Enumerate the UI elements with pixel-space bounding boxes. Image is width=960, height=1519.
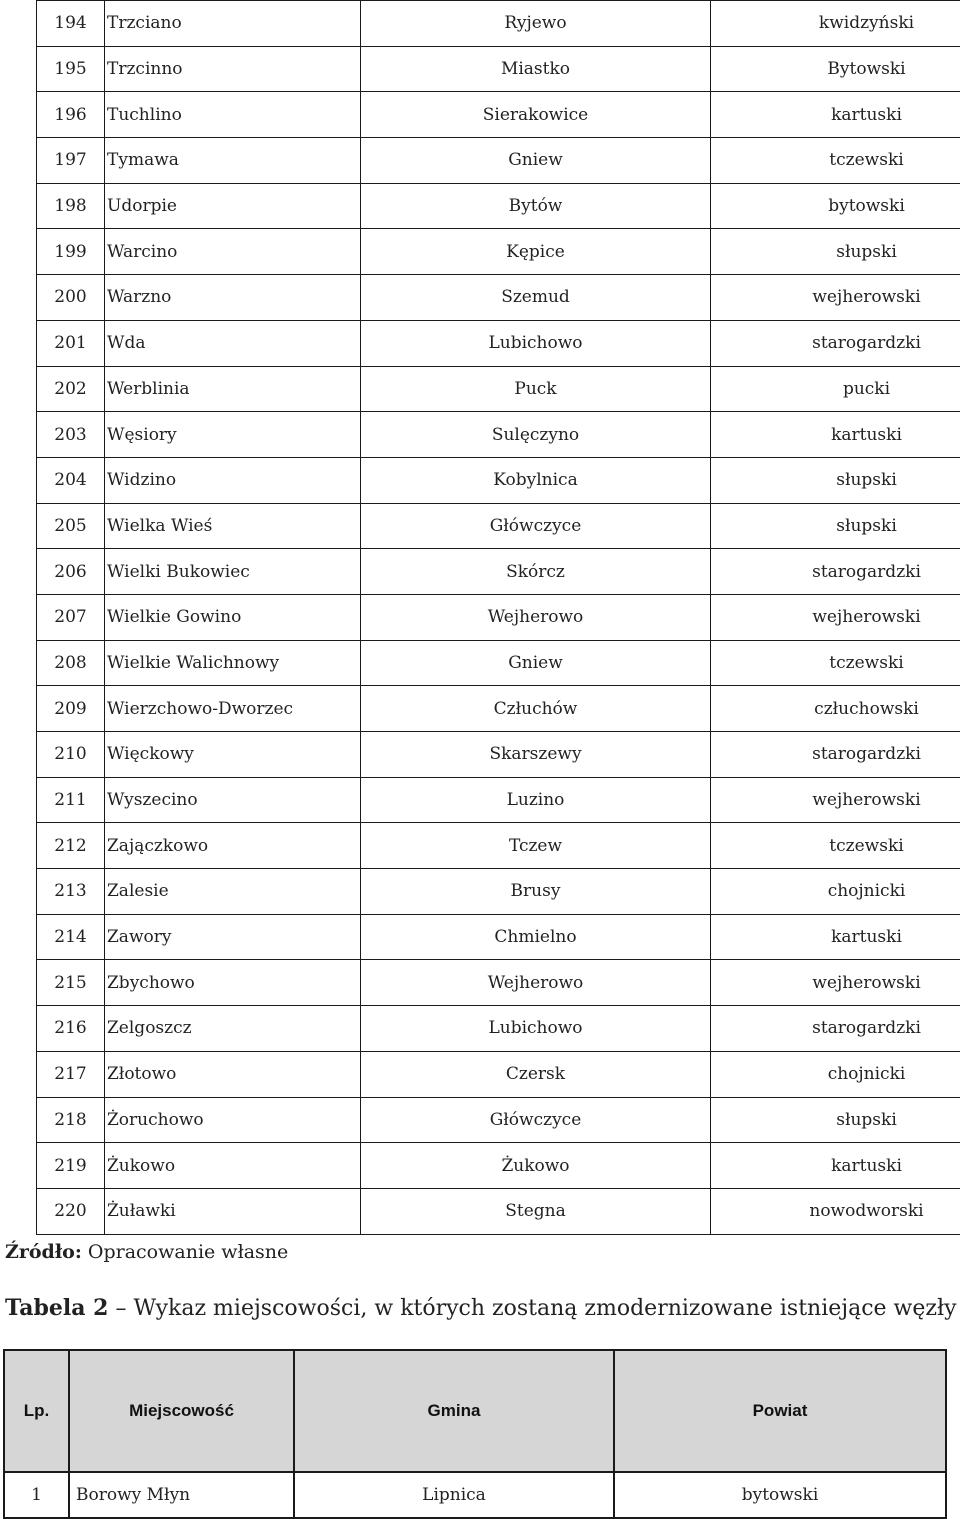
commune-name: Skarszewy	[361, 732, 711, 778]
commune-name: Lubichowo	[361, 320, 711, 366]
county-name: kartuski	[711, 914, 960, 960]
locality-name: Złotowo	[105, 1051, 361, 1097]
table-source-note	[5, 1241, 288, 1263]
table-row	[37, 960, 960, 1006]
row-number: 218	[37, 1097, 105, 1143]
locality-name: Zelgoszcz	[105, 1006, 361, 1052]
commune-name: Kobylnica	[361, 457, 711, 503]
commune-name: Puck	[361, 366, 711, 412]
caption-text: – Wykaz miejscowości, w których zostaną zmodernizowane istniejące węzły	[108, 1296, 957, 1321]
table-row	[37, 914, 960, 960]
table-row	[37, 869, 960, 915]
table-row	[37, 640, 960, 686]
county-name: nowodworski	[711, 1188, 960, 1234]
row-number: 208	[37, 640, 105, 686]
header-powiat: Powiat	[614, 1350, 946, 1472]
locality-name: Wielkie Walichnowy	[105, 640, 361, 686]
table-caption	[5, 1295, 957, 1321]
locality-name: Zbychowo	[105, 960, 361, 1006]
locality-name: Zalesie	[105, 869, 361, 915]
row-number: 213	[37, 869, 105, 915]
locality-name: Widzino	[105, 457, 361, 503]
row-number: 199	[37, 229, 105, 275]
locality-name: Wielki Bukowiec	[105, 549, 361, 595]
table-header	[4, 1350, 946, 1472]
commune-name: Lipnica	[294, 1472, 614, 1518]
commune-name: Główczyce	[361, 503, 711, 549]
locality-name: Wielka Wieś	[105, 503, 361, 549]
table-row	[37, 732, 960, 778]
table-row	[37, 1188, 960, 1234]
locality-name: Wierzchowo-Dworzec	[105, 686, 361, 732]
county-name: słupski	[711, 229, 960, 275]
table-row	[37, 229, 960, 275]
commune-name: Ryjewo	[361, 1, 711, 47]
commune-name: Sierakowice	[361, 92, 711, 138]
county-name: kartuski	[711, 1143, 960, 1189]
row-number: 201	[37, 320, 105, 366]
locality-name: Żoruchowo	[105, 1097, 361, 1143]
table-row	[37, 549, 960, 595]
county-name: starogardzki	[711, 549, 960, 595]
row-number: 214	[37, 914, 105, 960]
locality-name: Zawory	[105, 914, 361, 960]
table-row	[37, 686, 960, 732]
row-number: 209	[37, 686, 105, 732]
header-lp: Lp.	[4, 1350, 69, 1472]
commune-name: Kępice	[361, 229, 711, 275]
row-number: 204	[37, 457, 105, 503]
locality-name: Wyszecino	[105, 777, 361, 823]
commune-name: Czersk	[361, 1051, 711, 1097]
commune-name: Sulęczyno	[361, 412, 711, 458]
commune-name: Lubichowo	[361, 1006, 711, 1052]
county-name: pucki	[711, 366, 960, 412]
county-name: starogardzki	[711, 1006, 960, 1052]
row-number: 216	[37, 1006, 105, 1052]
county-name: wejherowski	[711, 777, 960, 823]
row-number: 200	[37, 275, 105, 321]
table-row	[37, 1, 960, 47]
locality-name: Żuławki	[105, 1188, 361, 1234]
county-name: chojnicki	[711, 1051, 960, 1097]
county-name: słupski	[711, 503, 960, 549]
commune-name: Wejherowo	[361, 594, 711, 640]
table-row	[37, 457, 960, 503]
table-row	[37, 823, 960, 869]
locality-name: Tymawa	[105, 138, 361, 184]
row-number: 220	[37, 1188, 105, 1234]
row-number: 207	[37, 594, 105, 640]
county-name: słupski	[711, 1097, 960, 1143]
table-row	[4, 1472, 946, 1518]
locality-name: Wda	[105, 320, 361, 366]
row-number: 197	[37, 138, 105, 184]
commune-name: Miastko	[361, 46, 711, 92]
row-number: 219	[37, 1143, 105, 1189]
row-number: 205	[37, 503, 105, 549]
county-name: wejherowski	[711, 594, 960, 640]
table-row	[37, 92, 960, 138]
county-name: wejherowski	[711, 960, 960, 1006]
row-number: 202	[37, 366, 105, 412]
commune-name: Szemud	[361, 275, 711, 321]
county-name: kwidzyński	[711, 1, 960, 47]
locality-name: Borowy Młyn	[69, 1472, 294, 1518]
table-row	[37, 1097, 960, 1143]
locality-name: Węsiory	[105, 412, 361, 458]
locality-name: Udorpie	[105, 183, 361, 229]
table-row	[37, 1006, 960, 1052]
county-name: bytowski	[614, 1472, 946, 1518]
commune-name: Tczew	[361, 823, 711, 869]
table-row	[37, 777, 960, 823]
county-name: tczewski	[711, 640, 960, 686]
table-row	[37, 320, 960, 366]
row-number: 210	[37, 732, 105, 778]
table-row	[37, 366, 960, 412]
table-row	[37, 594, 960, 640]
row-number: 203	[37, 412, 105, 458]
source-label: Źródło:	[5, 1241, 82, 1263]
table-row	[37, 275, 960, 321]
row-number: 198	[37, 183, 105, 229]
county-name: starogardzki	[711, 320, 960, 366]
row-number: 215	[37, 960, 105, 1006]
table-row	[37, 1143, 960, 1189]
locality-name: Wielkie Gowino	[105, 594, 361, 640]
settlements-table-continued	[36, 0, 960, 1235]
locality-name: Żukowo	[105, 1143, 361, 1189]
commune-name: Bytów	[361, 183, 711, 229]
locality-name: Trzcinno	[105, 46, 361, 92]
county-name: słupski	[711, 457, 960, 503]
row-number: 195	[37, 46, 105, 92]
commune-name: Chmielno	[361, 914, 711, 960]
commune-name: Wejherowo	[361, 960, 711, 1006]
commune-name: Luzino	[361, 777, 711, 823]
county-name: starogardzki	[711, 732, 960, 778]
county-name: tczewski	[711, 138, 960, 184]
locality-name: Zajączkowo	[105, 823, 361, 869]
table-row	[37, 503, 960, 549]
county-name: bytowski	[711, 183, 960, 229]
locality-name: Trzciano	[105, 1, 361, 47]
locality-name: Werblinia	[105, 366, 361, 412]
commune-name: Stegna	[361, 1188, 711, 1234]
commune-name: Gniew	[361, 138, 711, 184]
locality-name: Warzno	[105, 275, 361, 321]
county-name: chojnicki	[711, 869, 960, 915]
table-row	[37, 1051, 960, 1097]
commune-name: Skórcz	[361, 549, 711, 595]
modernized-nodes-table	[3, 1349, 947, 1519]
commune-name: Brusy	[361, 869, 711, 915]
row-number: 1	[4, 1472, 69, 1518]
locality-name: Tuchlino	[105, 92, 361, 138]
header-gmina: Gmina	[294, 1350, 614, 1472]
table-row	[37, 46, 960, 92]
county-name: wejherowski	[711, 275, 960, 321]
commune-name: Człuchów	[361, 686, 711, 732]
modernized-nodes-table-body	[4, 1472, 946, 1518]
locality-name: Warcino	[105, 229, 361, 275]
commune-name: Żukowo	[361, 1143, 711, 1189]
commune-name: Główczyce	[361, 1097, 711, 1143]
row-number: 217	[37, 1051, 105, 1097]
row-number: 206	[37, 549, 105, 595]
table-row	[37, 412, 960, 458]
row-number: 212	[37, 823, 105, 869]
county-name: Bytowski	[711, 46, 960, 92]
county-name: tczewski	[711, 823, 960, 869]
header-row	[4, 1350, 946, 1472]
county-name: kartuski	[711, 92, 960, 138]
caption-label: Tabela 2	[5, 1295, 109, 1321]
county-name: kartuski	[711, 412, 960, 458]
header-miejscowosc: Miejscowość	[69, 1350, 294, 1472]
table-row	[37, 138, 960, 184]
table-row	[37, 183, 960, 229]
row-number: 196	[37, 92, 105, 138]
row-number: 194	[37, 1, 105, 47]
row-number: 211	[37, 777, 105, 823]
source-text: Opracowanie własne	[81, 1241, 289, 1263]
locality-name: Więckowy	[105, 732, 361, 778]
commune-name: Gniew	[361, 640, 711, 686]
settlements-table-body	[37, 1, 960, 1235]
county-name: człuchowski	[711, 686, 960, 732]
